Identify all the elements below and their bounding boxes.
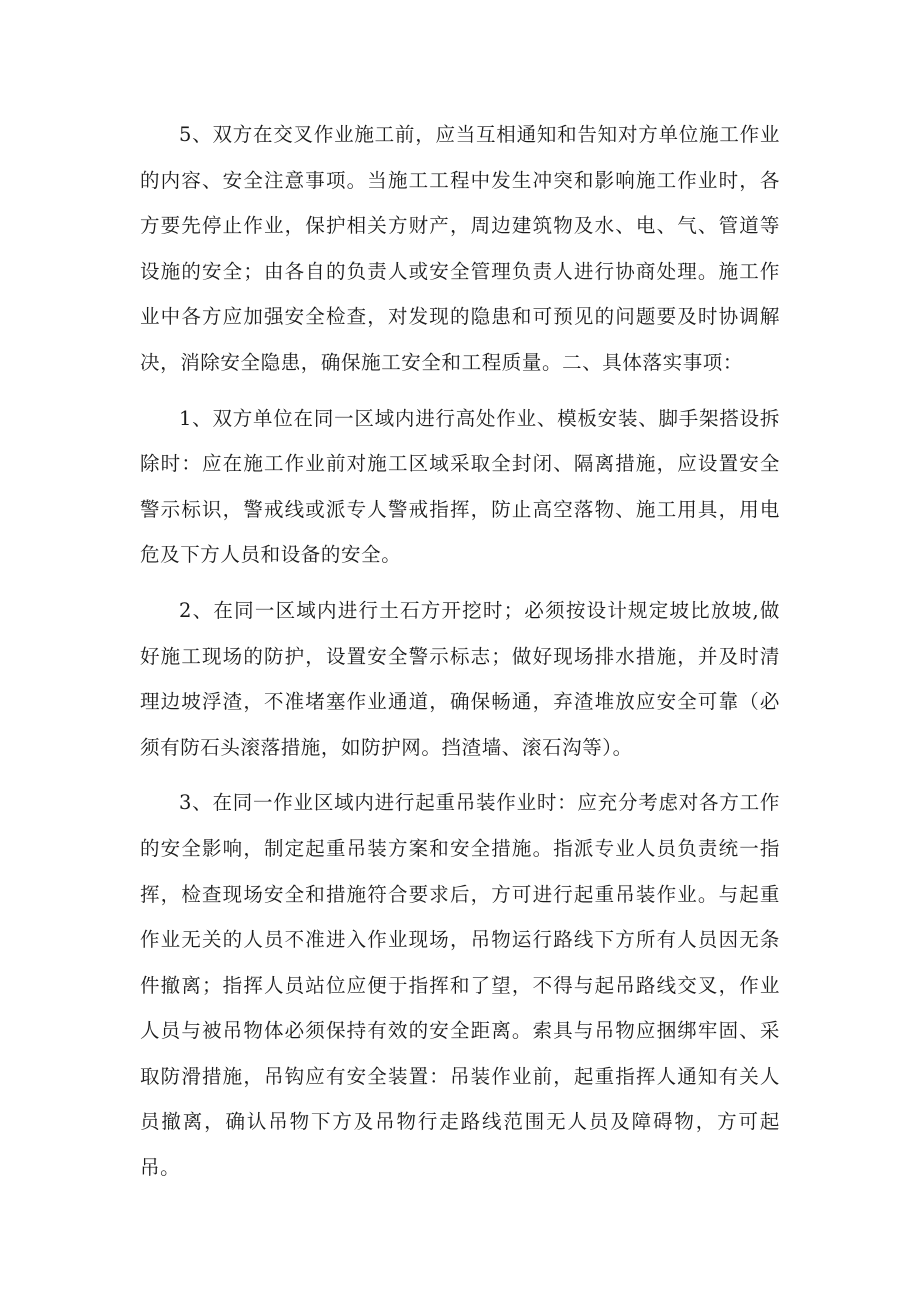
paragraph-item-3: 3、在同一作业区域内进行起重吊装作业时：应充分考虑对各方工作的安全影响，制定起重吊装方案和安全措施。指派专业人员负责统一指挥，检查现场安全和措施符合要求后，方可进行起重吊装作业。与起重作业无关的人员不准进入作业现场，吊物运行路线下方所有人员因无条件撤离；指挥人员站位应便于指挥和了望，不得与起吊路线交叉，作业人员与被吊物体必须保持有效的安全距离。索具与吊物应捆绑牢固、采取防滑措施，吊钩应有安全装置：吊装作业前，起重指挥人通知有关人员撤离，确认吊物下方及吊物行走路线范围无人员及障碍物，方可起吊。 — [140, 791, 780, 1180]
paragraph-item-2: 2、在同一区域内进行土石方开挖时；必须按设计规定坡比放坡,做好施工现场的防护，设置安全警示标志；做好现场排水措施，并及时清理边坡浮渣，不准堵塞作业通道，确保畅通，弃渣堆放应安全可靠（必须有防石头滚落措施，如防护网。挡渣墙、滚石沟等）。 — [140, 598, 780, 759]
document-body — [140, 112, 780, 1191]
paragraph-item-1: 1、双方单位在同一区域内进行高处作业、模板安装、脚手架搭设拆除时：应在施工作业前对施工区域采取全封闭、隔离措施，应设置安全警示标识，警戒线或派专人警戒指挥，防止高空落物、施工用具，用电危及下方人员和设备的安全。 — [140, 406, 780, 567]
paragraph-item-5: 5、双方在交叉作业施工前，应当互相通知和告知对方单位施工作业的内容、安全注意事项。当施工工程中发生冲突和影响施工作业时，各方要先停止作业，保护相关方财产，周边建筑物及水、电、气、管道等设施的安全；由各自的负责人或安全管理负责人进行协商处理。施工作业中各方应加强安全检查，对发现的隐患和可预见的问题要及时协调解决，消除安全隐患，确保施工安全和工程质量。二、具体落实事项： — [140, 123, 780, 374]
